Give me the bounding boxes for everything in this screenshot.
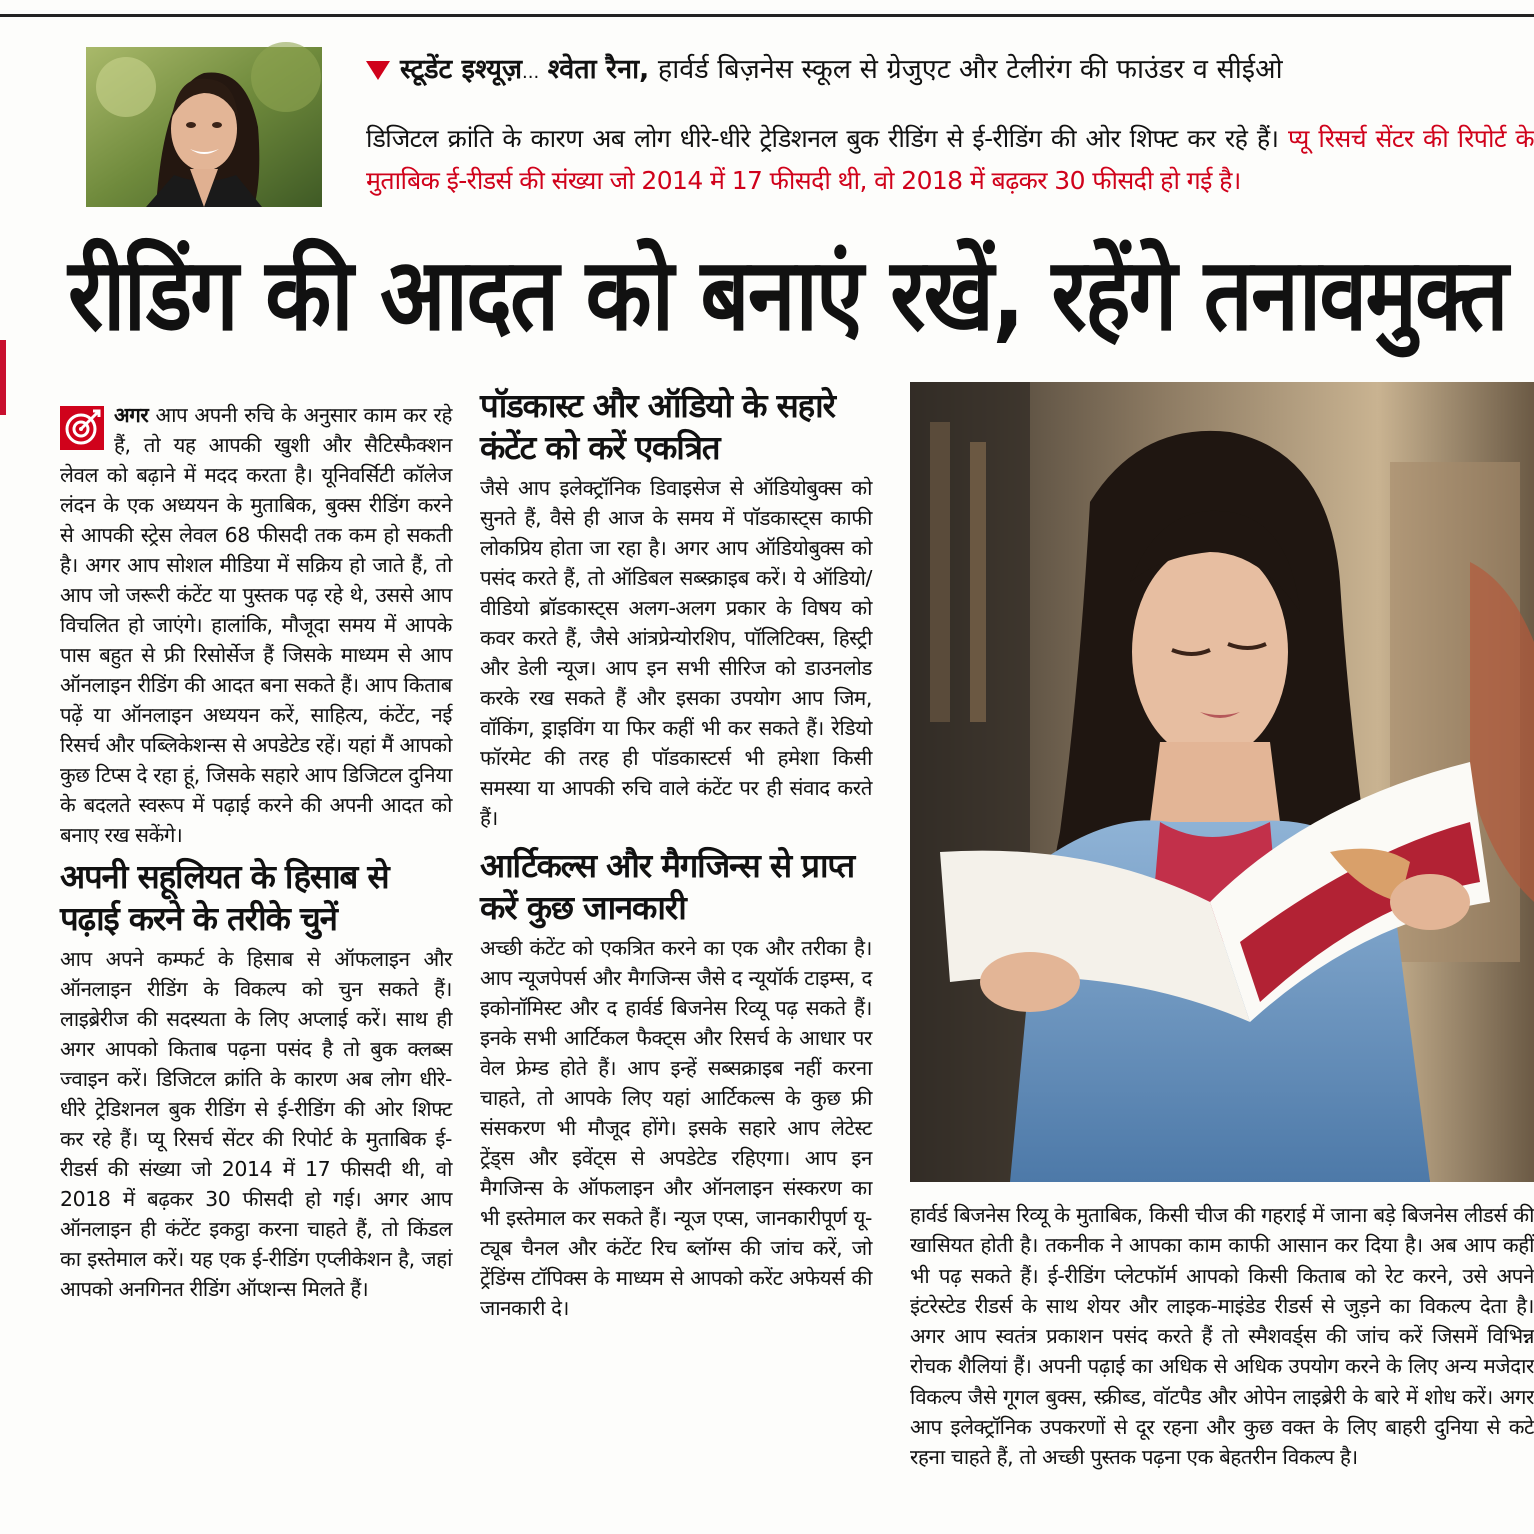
body-articles: अच्छी कंटेंट को एकत्रित करने का एक और तरीका है। आप न्यूजपेपर्स और मैगजिन्स जैसे द न्यूयॉर्क टाइम्स, द इकोनॉमिस्ट और द हार्वर्ड बिजनेस रिव्यू पढ़ सकते हैं। इनके सभी आर्टिकल फैक्ट्स और रिसर्च के आधार पर वेल फ्रेम्ड होते हैं। आप इन्हें सब्सक्राइब नहीं करना चाहते, तो आपके लिए यहां आर्टिकल्स के कुछ फ्री संसकरण भी मौजूद होंगे। इसके सहारे आप लेटेस्ट ट्रेंड्स और इवेंट्स से अपडेटेड रहिएगा। आप इन मैगजिन्स के ऑफलाइन और ऑनलाइन संस्करण का भी इस्तेमाल कर सकते हैं। न्यूज एप्स, जानकारीपूर्ण यू-ट्यूब चैनल और कंटेंट रिच ब्लॉग्स की जांच करें, जो ट्रेंडिंग्स टॉपिक्स के माध्यम से आपको करेंट अफेयर्स की जानकारी दे। [480,936,872,1320]
body-podcast: जैसे आप इलेक्ट्रॉनिक डिवाइसेज से ऑडियोबुक्स को सुनते हैं, वैसे ही आज के समय में पॉडकास्ट्स काफी लोकप्रिय होता जा रहा है। अगर आप ऑडियोबुक्स को पसंद करते हैं, तो ऑडिबल सब्स्क्राइब करें। ये ऑडियो/वीडियो ब्रॉडकास्ट्स अलग-अलग प्रकार के विषय को कवर करते हैं, जैसे आंत्रप्रेन्योरशिप, पॉलिटिक्स, हिस्ट्री और डेली न्यूज। आप इन सभी सीरिज को डाउनलोड करके रख सकते हैं और इसका उपयोग आप जिम, वॉकिंग, ड्राइविंग या फिर कहीं भी कर सकते हैं। रेडियो फॉरमेट की तरह ही पॉडकास्टर्स भी हमेशा किसी समस्या या आपकी रुचि वाले कंटेंट पर ही संवाद करते हैं। [480,476,872,830]
lead-text: आप अपनी रुचि के अनुसार काम कर रहे हैं, तो यह आपकी खुशी और सैटिस्फैक्शन लेवल को बढ़ाने में मदद करता है। यूनिवर्सिटी कॉलेज लंदन के एक अध्ययन के मुताबिक, बुक्स रीडिंग करने से आपकी स्ट्रेस लेवल 68 फीसदी तक कम हो सकती है। अगर आप सोशल मीडिया में सक्रिय हो जाते हैं, तो आप जो जरूरी कंटेंट या पुस्तक पढ़ रहे थे, उससे आप विचलित हो जाएंगे। हालांकि, मौजूदा समय में आपके पास बहुत से फ्री रिसोर्सेज हैं जिसके माध्यम से आप ऑनलाइन रीडिंग की आदत बना सकते हैं। आप किताब पढ़ें या ऑनलाइन अध्ययन करें, साहित्य, कंटेंट, नई रिसर्च और पब्लिकेशन्स से अपडेटेड रहें। यहां मैं आपको कुछ टिप्स दे रहा हूं, जिसके सहारे आप डिजिटल दुनिया के बदलते स्वरूप में पढ़ाई करने की अपनी आदत को बनाए रख सकेंगे। [60,403,452,847]
subhead-podcast: पॉडकास्ट और ऑडियो के सहारे कंटेंट को करें एकत्रित [480,386,835,467]
side-red-marker [0,340,6,415]
author-photo [86,47,322,207]
column-3 [910,1200,1534,1520]
kicker-ellipsis: ... [522,62,540,83]
author-bio: हार्वर्ड बिज़नेस स्कूल से ग्रेजुएट और टेलीरंग की फाउंडर व सीईओ [657,54,1283,85]
subhead-articles: आर्टिकल्स और मैगजिन्स से प्राप्त करें कुछ जानकारी [480,846,854,927]
column-2 [480,385,872,1520]
author-name: श्वेता रैना, [547,54,650,85]
target-icon [60,406,104,450]
intro-text: डिजिटल क्रांति के कारण अब लोग धीरे-धीरे ट्रेडिशनल बुक रीडिंग से ई-रीडिंग की ओर शिफ्ट कर रहे हैं। [366,124,1279,153]
body-harvard-review: हार्वर्ड बिजनेस रिव्यू के मुताबिक, किसी चीज की गहराई में जाना बड़े बिजनेस लीडर्स की खासियत होती है। तकनीक ने आपका काम काफी आसान कर दिया है। अब आप कहीं भी पढ़ सकते हैं। ई-रीडिंग प्लेटफॉर्म आपको किसी किताब को रेट करने, उसे अपने इंटरेस्टेड रीडर्स के साथ शेयर और लाइक-माइंडेड रीडर्स से जुड़ने का विकल्प देता है। अगर आप स्वतंत्र प्रकाशन पसंद करते हैं तो स्मैशवर्ड्स की जांच करें जिसमें विभिन्न रोचक शैलियां हैं। अपनी पढ़ाई का अधिक से अधिक उपयोग करने के लिए अन्य मजेदार विकल्प जैसे गूगल बुक्स, स्क्रीब्ड, वॉटपैड और ओपेन लाइब्रेरी के बारे में शोध करें। अगर आप इलेक्ट्रॉनिक उपकरणों से दूर रहना और कुछ वक्त के लिए बाहरी दुनिया से कटे रहना चाहते हैं, तो अच्छी पुस्तक पढ़ना एक बेहतरीन विकल्प है। [910,1203,1534,1470]
lead-paragraph [60,400,452,850]
column-name: स्टूडेंट इश्यूज़ [400,54,522,85]
column-1 [60,400,452,1520]
reading-woman-photo [910,382,1534,1182]
subhead-choose-methods: अपनी सहूलियत के हिसाब से पढ़ाई करने के तरीके चुनें [60,857,389,938]
body-choose-methods: आप अपने कम्फर्ट के हिसाब से ऑफलाइन और ऑनलाइन रीडिंग के विकल्प को चुन सकते हैं। लाइब्रेरीज की सदस्यता के लिए अप्लाई करें। साथ ही अगर आपको किताब पढ़ना पसंद है तो बुक क्लब्स ज्वाइन करें। डिजिटल क्रांति के कारण अब लोग धीरे-धीरे ट्रेडिशनल बुक रीडिंग से ई-रीडिंग की ओर शिफ्ट कर रहे हैं। प्यू रिसर्च सेंटर की रिपोर्ट के मुताबिक ई-रीडर्स की संख्या जो 2014 में 17 फीसदी थी, वो 2018 में बढ़कर 30 फीसदी हो गई। अगर आप ऑनलाइन ही कंटेंट इकट्ठा करना चाहते हैं, तो किंडल का इस्तेमाल करें। यह एक ई-रीडिंग एप्लीकेशन है, जहां आपको अनगिनत रीडिंग ऑप्शन्स मिलते हैं। [60,947,452,1301]
lead-word: अगर [114,403,149,427]
intro-deck [366,118,1534,208]
top-rule [0,14,1534,17]
red-triangle-icon [366,61,390,80]
column-kicker [366,50,1526,93]
intro-highlight: प्यू रिसर्च सेंटर की रिपोर्ट के मुताबिक ई-रीडर्स की संख्या जो 2014 में 17 फीसदी थी, वो 2018 में बढ़कर 30 फीसदी हो गई है। [366,124,1534,195]
headline: रीडिंग की आदत को बनाएं रखें, रहेंगे तनावमुक्त [68,236,1507,353]
